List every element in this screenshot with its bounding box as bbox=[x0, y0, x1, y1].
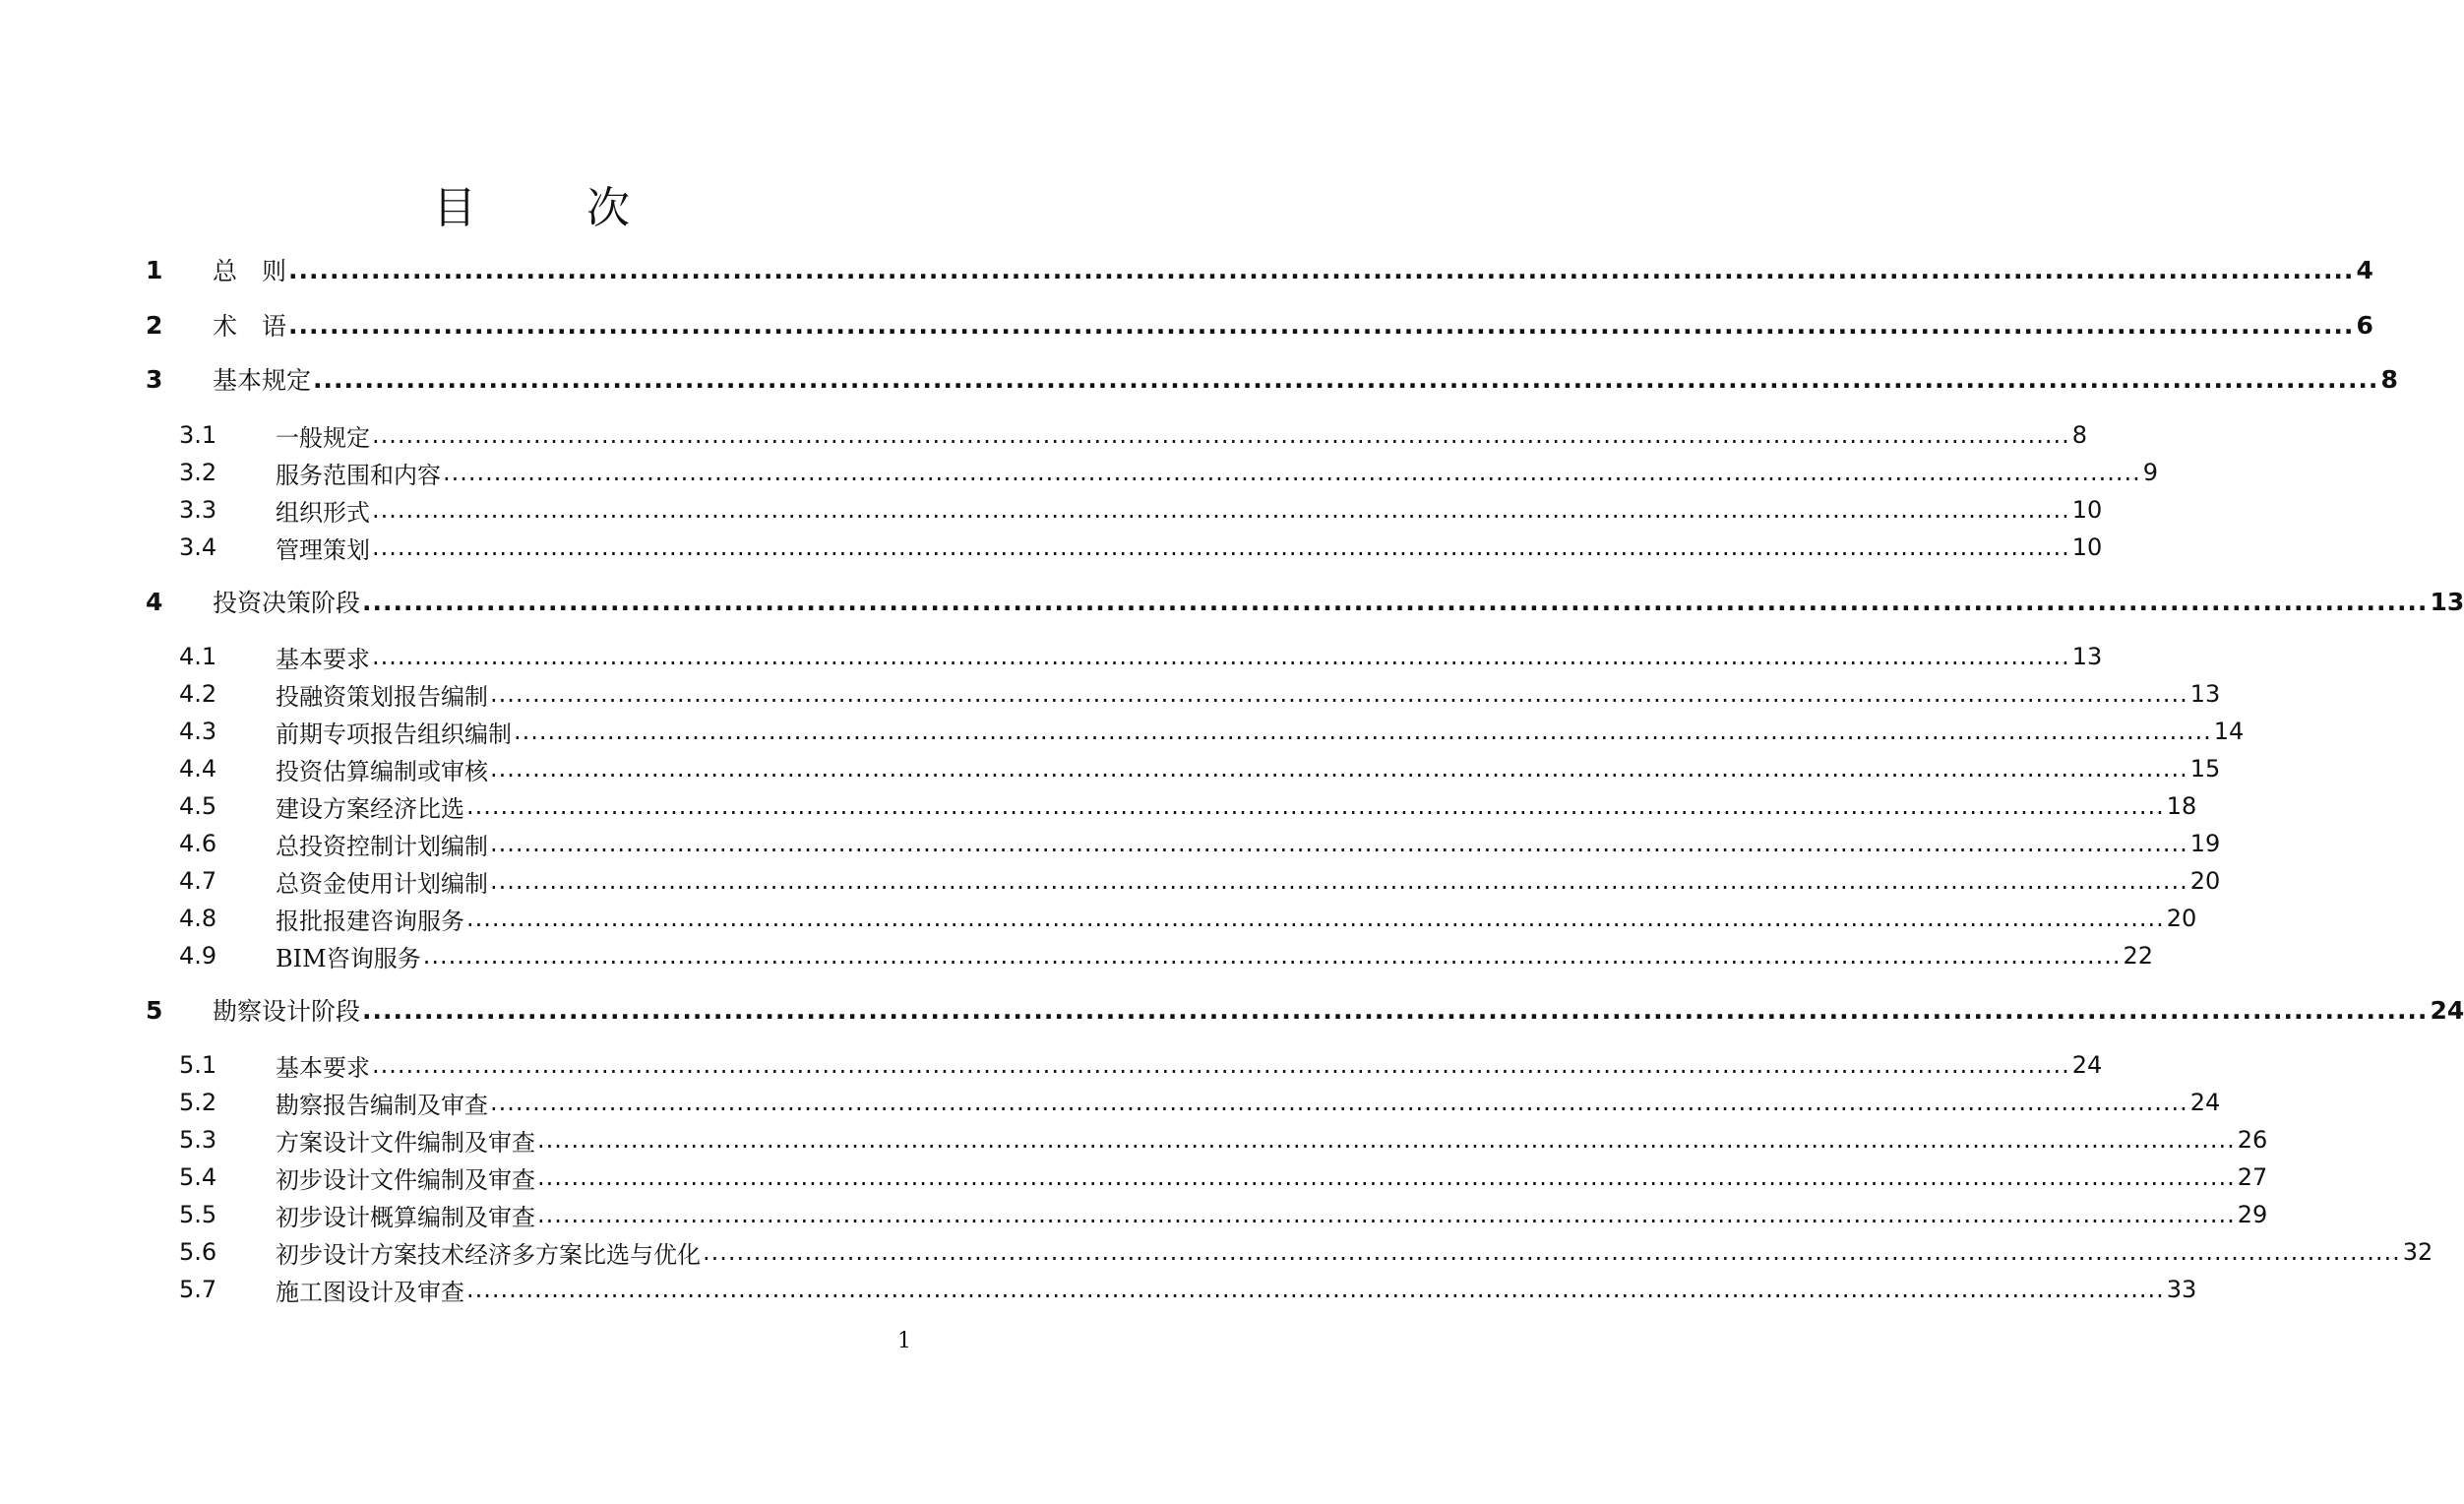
toc-entry-title: 建设方案经济比选 bbox=[276, 794, 464, 823]
toc-entry-title: 总资金使用计划编制 bbox=[276, 869, 488, 898]
toc-entry[interactable] bbox=[179, 417, 2088, 453]
toc-entry-page: 20 bbox=[2189, 867, 2221, 895]
toc-entry-page: 15 bbox=[2189, 755, 2221, 783]
toc-leader-dots: ........................................................................................................................................................................................................ bbox=[490, 867, 2188, 895]
toc-entry[interactable] bbox=[179, 492, 2103, 528]
toc-entry-number: 5.2 bbox=[179, 1089, 217, 1116]
toc-entry-number: 4.3 bbox=[179, 718, 217, 745]
toc-entry-number: 5 bbox=[146, 995, 163, 1025]
toc-entry-title: 基本要求 bbox=[276, 645, 370, 673]
toc-entry[interactable] bbox=[146, 252, 2373, 287]
toc-entry[interactable] bbox=[179, 901, 2197, 936]
toc-entry-number: 4.4 bbox=[179, 755, 217, 783]
toc-entry-title: 报批报建咨询服务 bbox=[276, 907, 464, 935]
toc-entry-number: 4.6 bbox=[179, 830, 217, 857]
toc-leader-dots: ........................................................................................................................................................................................................ bbox=[537, 1126, 2236, 1154]
toc-entry-page: 19 bbox=[2189, 830, 2221, 857]
toc-entry-title: BIM咨询服务 bbox=[276, 944, 421, 972]
toc-entry-page: 6 bbox=[2356, 310, 2373, 340]
toc-leader-dots: ........................................................................................................................................................................................................ bbox=[703, 1238, 2401, 1266]
toc-entry-page: 26 bbox=[2237, 1126, 2268, 1154]
toc-leader-dots: ........................................................................................................................................................................................................ bbox=[372, 496, 2070, 524]
toc-entry-number: 5.4 bbox=[179, 1163, 217, 1191]
toc-leader-dots: ........................................................................................................................................................................................................ bbox=[537, 1163, 2236, 1191]
toc-entry-number: 4.5 bbox=[179, 792, 217, 820]
toc-entry-number: 4.9 bbox=[179, 942, 217, 970]
toc-entry-page: 24 bbox=[2430, 995, 2464, 1025]
toc-entry-title: 服务范围和内容 bbox=[276, 461, 441, 489]
toc-entry-title: 投资决策阶段 bbox=[213, 589, 361, 617]
toc-entry-number: 5.5 bbox=[179, 1201, 217, 1228]
toc-entry[interactable] bbox=[179, 1197, 2268, 1232]
toc-entry-page: 29 bbox=[2237, 1201, 2268, 1228]
toc-leader-dots: ........................................................................................................................................................................................................ bbox=[466, 905, 2165, 932]
toc-entry-number: 4.1 bbox=[179, 643, 217, 670]
toc-entry[interactable] bbox=[179, 639, 2103, 674]
toc-entry-number: 3.4 bbox=[179, 533, 217, 561]
toc-entry[interactable] bbox=[146, 361, 2398, 397]
toc-entry-title: 基本规定 bbox=[213, 366, 312, 395]
toc-entry[interactable] bbox=[179, 826, 2221, 861]
toc-entry[interactable] bbox=[179, 455, 2159, 490]
toc-entry-page: 4 bbox=[2356, 255, 2373, 284]
toc-entry-page: 9 bbox=[2142, 459, 2159, 486]
toc-entry-title: 勘察报告编制及审查 bbox=[276, 1091, 488, 1119]
toc-entry-title: 施工图设计及审查 bbox=[276, 1278, 464, 1306]
toc-entry[interactable] bbox=[146, 307, 2373, 343]
toc-entry-title: 勘察设计阶段 bbox=[213, 997, 361, 1026]
toc-entry-number: 3.2 bbox=[179, 459, 217, 486]
toc-entry[interactable] bbox=[179, 1159, 2268, 1195]
toc-entry-page: 10 bbox=[2071, 533, 2103, 561]
toc-entry[interactable] bbox=[179, 788, 2197, 824]
toc-entry-title: 投融资策划报告编制 bbox=[276, 682, 488, 711]
toc-entry-number: 2 bbox=[146, 310, 163, 340]
toc-leader-dots: ........................................................................................................................................................................................................ bbox=[288, 310, 2355, 340]
toc-leader-dots: ........................................................................................................................................................................................................ bbox=[514, 718, 2212, 745]
toc-entry-title: 总投资控制计划编制 bbox=[276, 832, 488, 860]
toc-entry-page: 27 bbox=[2237, 1163, 2268, 1191]
toc-entry-title: 一般规定 bbox=[276, 423, 370, 452]
toc-entry-number: 1 bbox=[146, 255, 163, 284]
toc-leader-dots: ........................................................................................................................................................................................................ bbox=[372, 421, 2070, 449]
toc-entry-page: 32 bbox=[2402, 1238, 2433, 1266]
toc-entry-number: 4.8 bbox=[179, 905, 217, 932]
toc-leader-dots: ........................................................................................................................................................................................................ bbox=[313, 364, 2379, 394]
toc-entry-title: 管理策划 bbox=[276, 535, 370, 564]
toc-leader-dots: ........................................................................................................................................................................................................ bbox=[443, 459, 2141, 486]
toc-entry[interactable] bbox=[179, 1234, 2433, 1270]
toc-entry-number: 3 bbox=[146, 364, 163, 394]
toc-entry-page: 8 bbox=[2380, 364, 2398, 394]
toc-entry-page: 8 bbox=[2071, 421, 2088, 449]
toc-entry-page: 24 bbox=[2071, 1051, 2103, 1079]
toc-entry-page: 13 bbox=[2071, 643, 2103, 670]
toc-entry-page: 24 bbox=[2189, 1089, 2221, 1116]
toc-entry-number: 5.7 bbox=[179, 1276, 217, 1303]
toc-entry-title: 前期专项报告组织编制 bbox=[276, 720, 512, 748]
toc-entry-title: 基本要求 bbox=[276, 1053, 370, 1082]
toc-entry-number: 4.2 bbox=[179, 680, 217, 708]
toc-entry[interactable] bbox=[179, 676, 2221, 712]
toc-leader-dots: ........................................................................................................................................................................................................ bbox=[288, 255, 2355, 284]
toc-entry[interactable] bbox=[179, 530, 2103, 565]
toc-entry-page: 18 bbox=[2166, 792, 2197, 820]
toc-leader-dots: ........................................................................................................................................................................................................ bbox=[362, 995, 2429, 1025]
toc-leader-dots: ........................................................................................................................................................................................................ bbox=[537, 1201, 2236, 1228]
toc-leader-dots: ........................................................................................................................................................................................................ bbox=[422, 942, 2122, 970]
toc-entry[interactable] bbox=[179, 714, 2245, 749]
toc-entry[interactable] bbox=[146, 992, 2464, 1028]
toc-leader-dots: ........................................................................................................................................................................................................ bbox=[362, 587, 2429, 616]
toc-entry[interactable] bbox=[179, 1047, 2103, 1083]
toc-entry-page: 14 bbox=[2213, 718, 2245, 745]
toc-entry[interactable] bbox=[179, 1122, 2268, 1158]
toc-entry[interactable] bbox=[179, 751, 2221, 786]
toc-entry-page: 13 bbox=[2430, 587, 2464, 616]
toc-entry-page: 20 bbox=[2166, 905, 2197, 932]
page-title: 目 次 bbox=[433, 183, 663, 233]
toc-leader-dots: ........................................................................................................................................................................................................ bbox=[490, 1089, 2188, 1116]
toc-entry[interactable] bbox=[179, 1085, 2221, 1120]
toc-entry-page: 22 bbox=[2123, 942, 2154, 970]
toc-leader-dots: ........................................................................................................................................................................................................ bbox=[372, 1051, 2070, 1079]
toc-entry[interactable] bbox=[179, 863, 2221, 899]
toc-entry-title: 初步设计文件编制及审查 bbox=[276, 1165, 535, 1194]
toc-entry-title: 初步设计方案技术经济多方案比选与优化 bbox=[276, 1240, 701, 1269]
toc-entry-title: 初步设计概算编制及审查 bbox=[276, 1203, 535, 1231]
toc-entry-title: 组织形式 bbox=[276, 498, 370, 527]
toc-entry-page: 33 bbox=[2166, 1276, 2197, 1303]
toc-entry-title: 术 语 bbox=[213, 312, 287, 341]
page-number: 1 bbox=[897, 1329, 911, 1353]
toc-leader-dots: ........................................................................................................................................................................................................ bbox=[372, 533, 2070, 561]
toc-leader-dots: ........................................................................................................................................................................................................ bbox=[466, 792, 2165, 820]
toc-entry[interactable] bbox=[146, 584, 2464, 619]
toc-leader-dots: ........................................................................................................................................................................................................ bbox=[466, 1276, 2165, 1303]
toc-leader-dots: ........................................................................................................................................................................................................ bbox=[372, 643, 2070, 670]
toc-entry[interactable] bbox=[179, 1272, 2197, 1307]
toc-entry-number: 3.1 bbox=[179, 421, 217, 449]
toc-entry-title: 总 则 bbox=[213, 257, 287, 285]
toc-entry-number: 4 bbox=[146, 587, 163, 616]
toc-entry-number: 3.3 bbox=[179, 496, 217, 524]
toc-leader-dots: ........................................................................................................................................................................................................ bbox=[490, 755, 2188, 783]
toc-entry-number: 5.1 bbox=[179, 1051, 217, 1079]
toc-leader-dots: ........................................................................................................................................................................................................ bbox=[490, 680, 2188, 708]
toc-entry-number: 4.7 bbox=[179, 867, 217, 895]
toc-entry-number: 5.3 bbox=[179, 1126, 217, 1154]
toc-entry-number: 5.6 bbox=[179, 1238, 217, 1266]
toc-entry[interactable] bbox=[179, 938, 2154, 973]
toc-entry-title: 方案设计文件编制及审查 bbox=[276, 1128, 535, 1157]
toc-entry-page: 13 bbox=[2189, 680, 2221, 708]
toc-leader-dots: ........................................................................................................................................................................................................ bbox=[490, 830, 2188, 857]
toc-entry-page: 10 bbox=[2071, 496, 2103, 524]
toc-entry-title: 投资估算编制或审核 bbox=[276, 757, 488, 785]
